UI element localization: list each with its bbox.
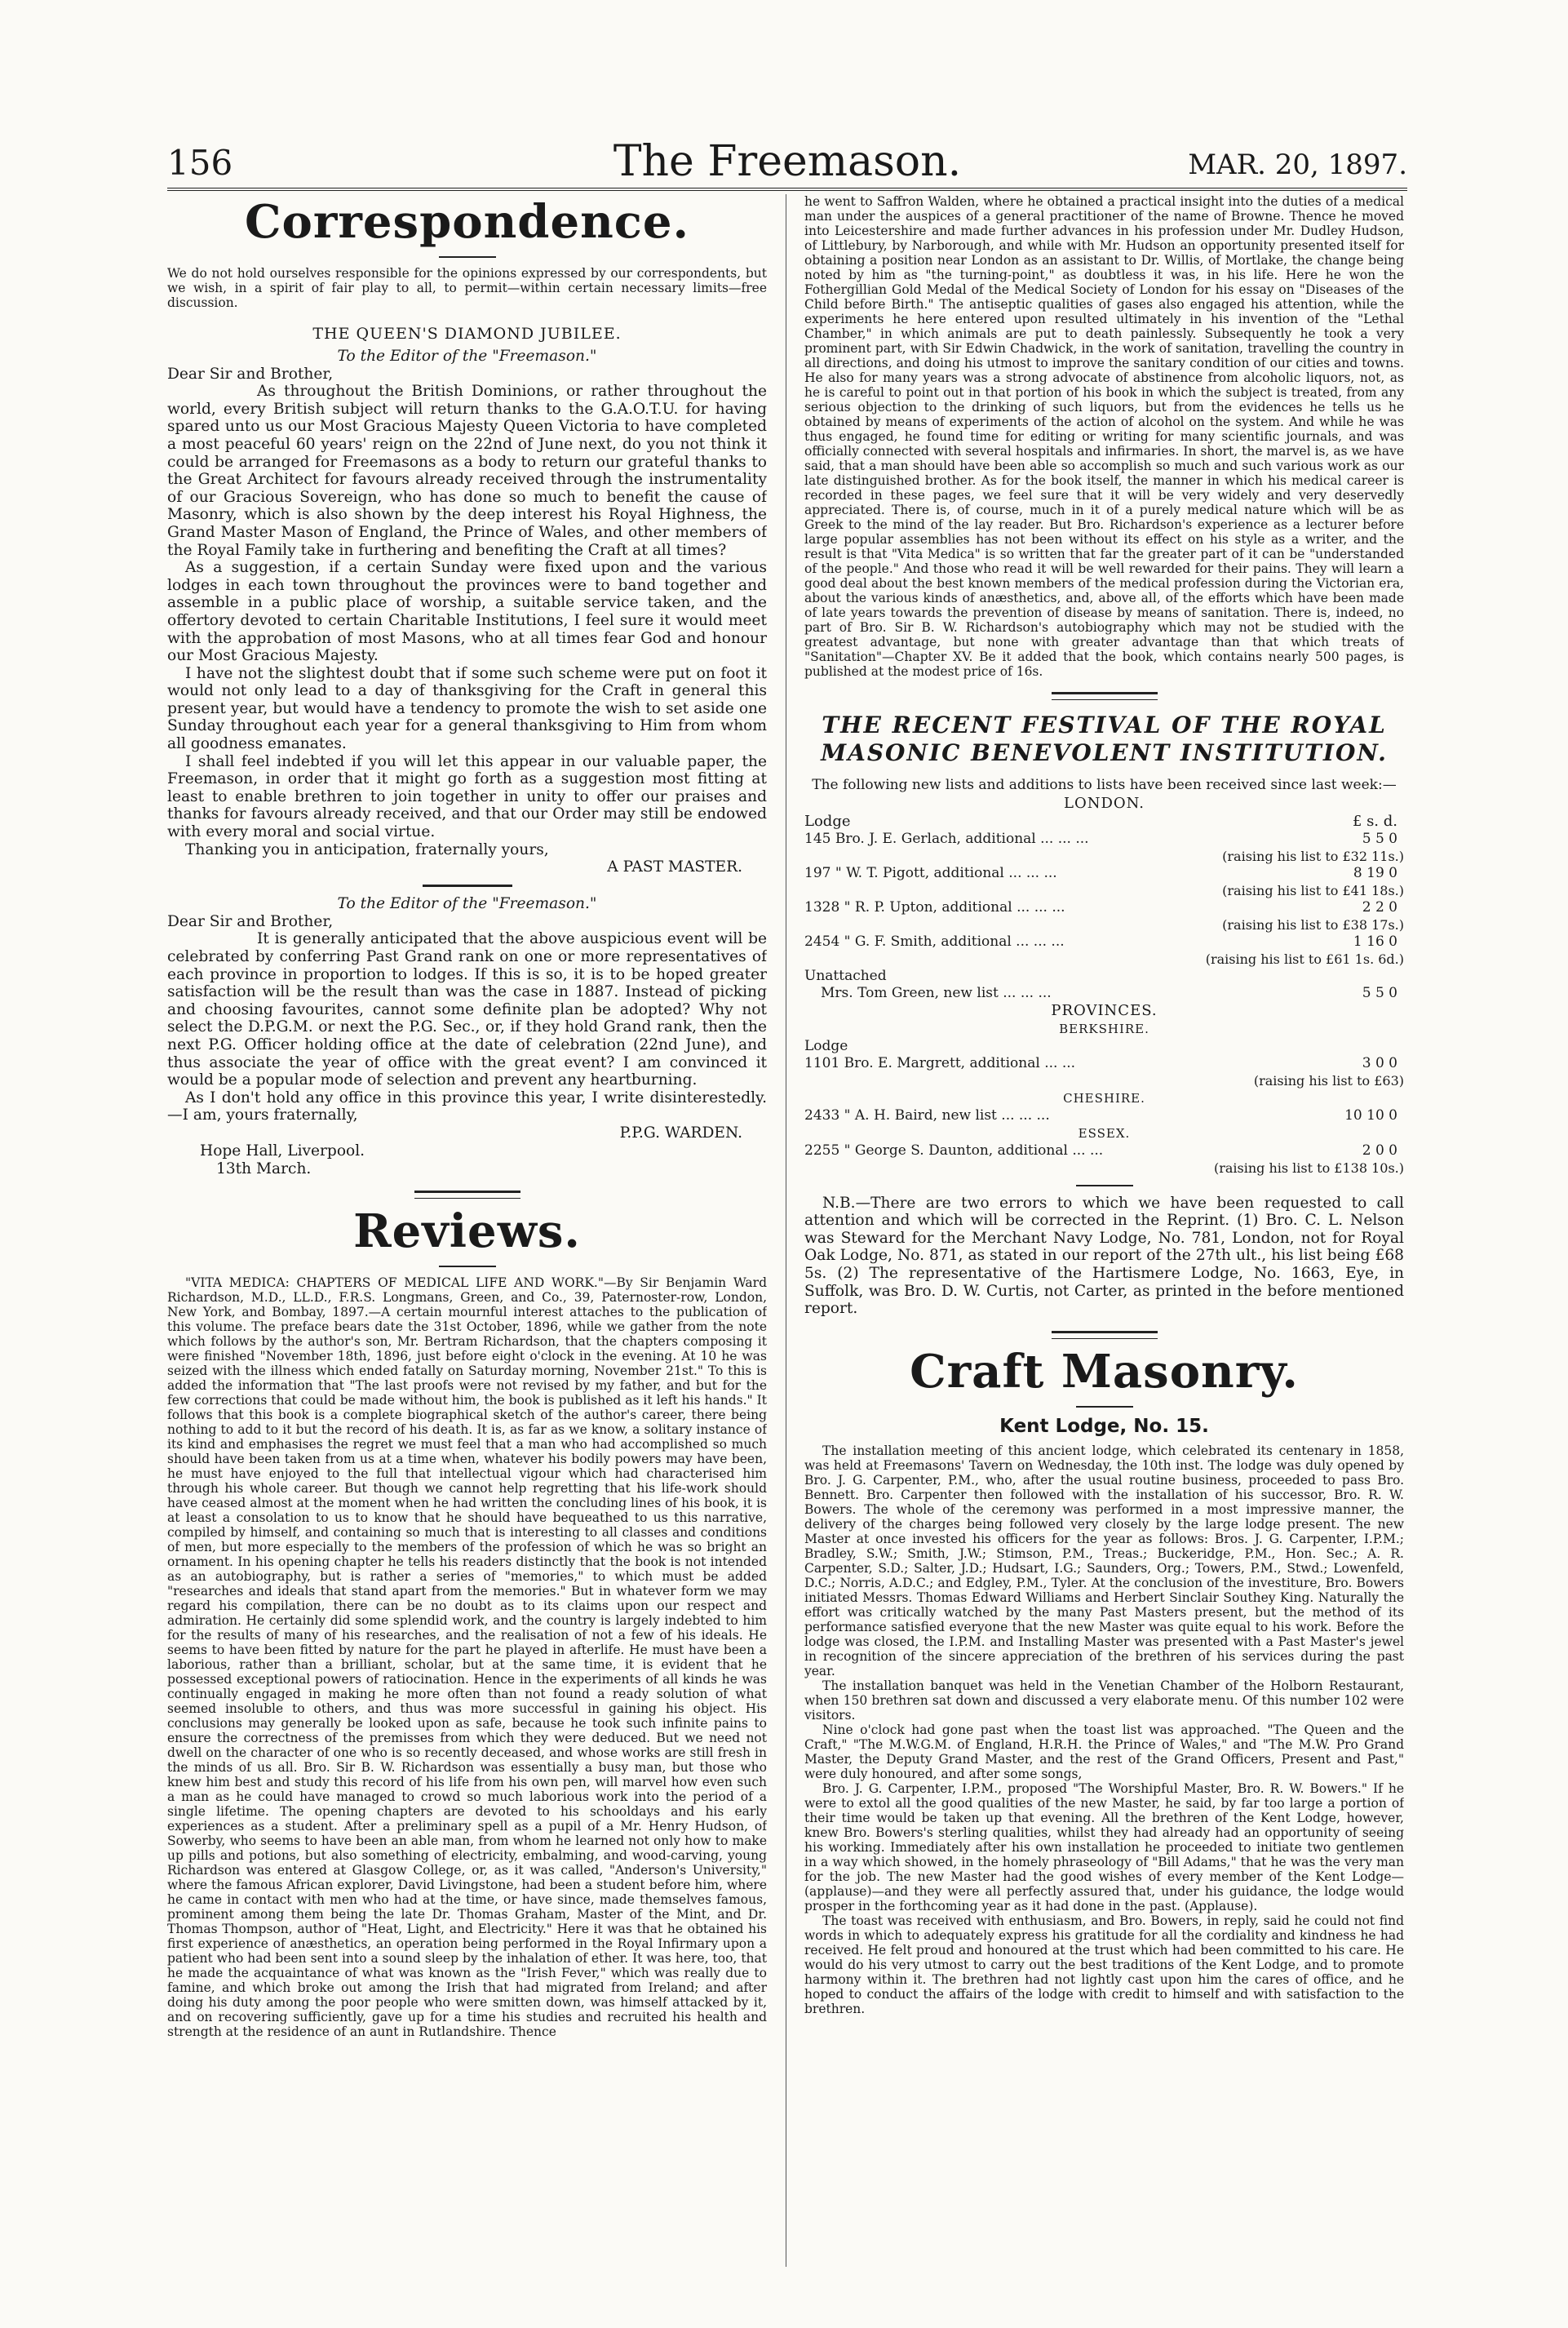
divider (1052, 1331, 1158, 1339)
letter-paragraph: It is generally anticipated that the above auspicious event will be celebrated by conferring Past Grand rank on one or more representatives of each province in proportion to lodges. If this is so, it is to be hoped greater satisfaction will be the result than was the case in 1887. Instead of picking and choosing favourites, cannot some definite plan be adopted? Why not select the D.P.G.M. or next the P.G. Sec., or, if they hold Grand rank, then the next P.G. Officer holding office at the date of celebration (22nd June), and thus associate the year of office with the great event? I am convinced it would be a popular mode of selection and prevent any heartburning. (167, 930, 767, 1089)
list-amount: 8 19 0 (1353, 864, 1397, 881)
list-entry: Mrs. Tom Green, new list ... ... ... (821, 984, 1052, 1001)
list-item (804, 865, 1404, 882)
list-amount: 3 0 0 (1362, 1054, 1397, 1071)
list-note: (raising his list to £63) (1253, 1072, 1404, 1089)
craft-paragraph: The installation meeting of this ancient lodge, which celebrated its centenary in 1858, was held at Freemasons' Tavern on Wednesday, the 10th inst. The lodge was duly opened by Bro. J. G. Carpenter, P.M., who, after the usual routine business, proceeded to pass Bro. Bennett. Bro. Carpenter then followed with the installation of his successor, Bro. R. W. Bowers. The whole of the ceremony was performed in a most impressive manner, the delivery of the charges being followed very closely by the large lodge present. The new Master at once invested his officers for the year as follows: Bros. J. G. Carpenter, I.P.M.; Bradley, S.W.; Smith, J.W.; Stimson, P.M., Treas.; Buckeridge, P.M., Hon. Sec.; A. R. Carpenter, S.D.; Salter, J.D.; Hudsart, I.G.; Saunders, Org.; Towers, P.M., Stwd.; Lowenfeld, D.C.; Norris, A.D.C.; and Edgley, P.M., Tyler. At the conclusion of the investiture, Bro. Bowers initiated Messrs. Thomas Edward Williams and Herbert Sinclair Southey King. Naturally the effort was critically watched by the many Past Masters present, but the method of its performance satisfied everyone that the new Master was quite equal to his work. Before the lodge was closed, the I.P.M. and Installing Master was presented with a Past Master's jewel in recognition of the sincere appreciation of the brethren of his services during the past year. (804, 1443, 1404, 1678)
region-london: LONDON. (1064, 794, 1145, 812)
festival-intro: The following new lists and additions to lists have been received since last week:— (812, 777, 1397, 793)
province-cheshire: CHESHIRE. (1063, 1090, 1145, 1106)
list-item (804, 1142, 1404, 1160)
reviews-heading: Reviews. (353, 1204, 581, 1259)
festival-heading (804, 712, 1404, 767)
divider (423, 885, 512, 887)
review-paragraph: "VITA MEDICA: CHAPTERS OF MEDICAL LIFE AND WORK."—By Sir Benjamin Ward Richardson, M.D., LL.D., F.R.S. Longmans, Green, and Co., 39, Paternoster-row, London, New York, and Bombay, 1897.—A certain mournful interest attaches to the publication of this volume. The preface bears date the 31st October, 1896, while we gather from the note which follows by the author's son, Mr. Bertram Richardson, that the chapters composing it were finished "November 18th, 1896, just before eight o'clock in the evening. At 10 he was seized with the illness which ended fatally on Saturday morning, November 21st." To this is added the information that "The last proofs were not revised by my father, and but for the few corrections that could be made without him, the book is published as it left his hands." It follows that this book is a complete biographical sketch of the author's career, there being nothing to add to it but the record of his death. It is, as far as we know, a solitary instance of its kind and emphasises the regret we must feel that a man who had accomplished so much should have been taken from us at a time when, whatever his bodily powers may have been, he must have enjoyed to the full that intellectual vigour which had characterised him through his whole career. But though we cannot help regretting that his life-work should have ceased almost at the moment when he had written the concluding lines of his book, it is at least a consolation to us to know that he should have bequeathed to us this narrative, compiled by himself, and containing so much that is interesting to all classes and conditions of men, but more especially to the members of the profession of which he was so bright an ornament. In his opening chapter he tells his readers distinctly that the book is not intended as an autobiography, but is rather a series of "memories," to which must be added "researches and ideals that stand apart from the memories." But in whatever form we may regard his compilation, there can be no doubt as to its claims upon our respect and admiration. He certainly did some splendid work, and the country is largely indebted to him for the results of many of his researches, and the realisation of not a few of his ideals. He seems to have been fitted by nature for the part he played in afterlife. He must have been a laborious, rather than a brilliant, scholar, but at the same time, it is evident that he possessed exceptional powers of ratiocination. Hence in the experiments of all kinds he was continually engaged in making he more often than not found a ready solution of what seemed insoluble to others, and thus was more successful in gaining his object. His conclusions may generally be looked upon as safe, because he took such infinite pains to ensure the correctness of the premisses from which they were deduced. But we need not dwell on the character of one who is so recently deceased, and whose works are still fresh in the minds of us all. Bro. Sir B. W. Richardson was essentially a busy man, but those who knew him best and study this record of his life from his own pen, will marvel how even such a man as he could have managed to crowd so much laborious work into the period of a single lifetime. The opening chapters are devoted to his schooldays and his early experiences as a student. After a preliminary spell as a pupil of a Mr. Henry Hudson, of Sowerby, who seems to have been an able man, from whom he learned not only how to make up pills and potions, but also something of electricity, embalming, and wood-carving, young Richardson was entered at Glasgow College, or, as it was called, "Anderson's University," where the famous African explorer, David Livingstone, had been a student before him, where he came in contact with men who had at the time, or have since, made themselves famous, prominent among them being the late Dr. Thomas Graham, Master of the Mint, and Dr. Thomas Thompson, author of "Heat, Light, and Electricity." Here it was that he obtained his first experience of anæsthetics, an operation being performed in the Royal Infirmary upon a patient who had been sent into a sound sleep by the inhalation of ether. It was here, too, that he made the acquaintance of what was known as the "Irish Fever," which was really due to famine, and which broke out among the Irish that had migrated from Ireland; and after doing his duty among the poor people who were smitten down, was himself attacked by it, and on recovering sufficiently, gave up for a time his studies and recruited his health and strength at the residence of an aunt in Rutlandshire. Thence (167, 1275, 767, 2040)
craft-paragraph: The installation banquet was held in the Venetian Chamber of the Holborn Restaurant, when 150 brethren sat down and discussed a very elaborate menu. Of this number 102 were visitors. (804, 1678, 1404, 1723)
list-entry: 2255 " George S. Daunton, additional ... ... (804, 1142, 1104, 1159)
col-money: £ s. d. (1352, 812, 1397, 830)
festival-heading-line: MASONIC BENEVOLENT INSTITUTION. (821, 739, 1388, 766)
craft-paragraph: Nine o'clock had gone past when the toast list was approached. "The Queen and the Craft," "The M.W.G.M. of England, H.R.H. the Prince of Wales," and "The M.W. Pro Grand Master, the Deputy Grand Master, and the rest of the Grand Officers, Present and Past," were duly honoured, and after some songs, (804, 1722, 1404, 1781)
subscription-list (804, 813, 1404, 1177)
list-entry: 2454 " G. F. Smith, additional ... ... ... (804, 933, 1065, 950)
page-header (167, 122, 1407, 191)
list-item (804, 985, 1404, 1002)
list-amount: 5 5 0 (1362, 984, 1397, 1001)
list-item (804, 1055, 1404, 1072)
letter-paragraph: As I don't hold any office in this province this year, I write disinterestedly.—I am, yours fraternally, (167, 1089, 767, 1124)
list-header-lodge (804, 1038, 1404, 1055)
divider (1076, 1406, 1133, 1408)
list-amount: 1 16 0 (1353, 933, 1397, 950)
letter-paragraph: I have not the slightest doubt that if some such scheme were put on foot it would not only lead to a day of thanksgiving for the Craft in general this present year, but would have a tendency to promote the wish to set aside one Sunday throughout each year for a general thanksgiving to Him from whom all goodness emanates. (167, 664, 767, 753)
issue-date: MAR. 20, 1897. (1188, 149, 1407, 181)
craft-paragraph: The toast was received with enthusiasm, and Bro. Bowers, in reply, said he could not find words in which to adequately express his gratitude for all the cordiality and kindness he had received. He felt proud and honoured at the trust which had been committed to his care. He would do his very utmost to carry out the best traditions of the Kent Lodge, and to promote harmony within it. The brethren had not lightly cast upon him the cares of office, and he hoped to conduct the affairs of the lodge with credit to himself and with satisfaction to the brethren. (804, 1913, 1404, 2016)
letter-date: 13th March. (216, 1160, 312, 1177)
list-amount: 10 10 0 (1344, 1106, 1397, 1124)
masthead-title: The Freemason. (613, 137, 962, 186)
list-entry: 197 " W. T. Pigott, additional ... ... ... (804, 864, 1057, 881)
col-lodge: Lodge (804, 812, 851, 830)
letter-signature: A PAST MASTER. (607, 858, 742, 876)
letter-signature: P.P.G. WARDEN. (619, 1124, 742, 1142)
divider (1076, 1185, 1133, 1186)
craft-paragraph: Bro. J. G. Carpenter, I.P.M., proposed "The Worshipful Master, Bro. R. W. Bowers." If he were to extol all the good qualities of the new Master, he said, by far too large a portion of their time would be taken up that evening. All the brethren of the Kent Lodge, however, knew Bro. Bowers's sterling qualities, whilst they had already had an opportunity of seeing his working. Immediately after his own installation he proceeded to initiate two gentlemen in a way which showed, in the homely phraseology of "Bill Adams," that he was the very man for the job. The new Master had the good wishes of every member of the Kent Lodge—(applause)—and they were all perfectly assured that, under his guidance, the lodge would prosper in the forthcoming year as it had done in the past. (Applause). (804, 1780, 1404, 1913)
list-note: (raising his list to £138 10s.) (1213, 1160, 1404, 1176)
list-entry: 2433 " A. H. Baird, new list ... ... ... (804, 1106, 1050, 1124)
region-provinces: PROVINCES. (1051, 1001, 1158, 1019)
correspondence-heading: Correspondence. (244, 195, 690, 249)
unattached-label (804, 968, 1404, 985)
letter-paragraph: As a suggestion, if a certain Sunday were fixed upon and the various lodges in each town throughout the provinces were to band together and assemble in a public place of worship, a suitable service taken, and the offertory devoted to certain Charitable Institutions, I feel sure it would meet with the approbation of most Masons, who at all times fear God and honour our Most Gracious Majesty. (167, 559, 767, 665)
list-item (804, 831, 1404, 848)
craft-masonry-heading: Craft Masonry. (910, 1344, 1299, 1399)
list-item (804, 933, 1404, 951)
letter-title: THE QUEEN'S DIAMOND JUBILEE. (312, 325, 622, 343)
col-lodge: Lodge (804, 1037, 848, 1054)
lodge-title: Kent Lodge, No. 15. (999, 1415, 1209, 1437)
letter-closing: Thanking you in anticipation, fraternally yours, (185, 840, 549, 858)
list-entry: 145 Bro. J. E. Gerlach, additional ... ... ... (804, 830, 1089, 847)
letter-address: Hope Hall, Liverpool. (200, 1142, 365, 1160)
list-amount: 5 5 0 (1362, 830, 1397, 847)
list-note: (raising his list to £38 17s.) (1222, 916, 1404, 933)
list-note: (raising his list to £41 18s.) (1222, 882, 1404, 898)
correspondence-disclaimer: We do not hold ourselves responsible for the opinions expressed by our correspondents, but we wish, in a spirit of fair play to all, to permit—within certain necessary limits—free discussion. (167, 266, 767, 310)
list-amount: 2 0 0 (1362, 1142, 1397, 1159)
divider (414, 1191, 520, 1199)
list-amount: 2 2 0 (1362, 898, 1397, 916)
divider (439, 1266, 496, 1267)
letter-salutation: Dear Sir and Brother, (167, 912, 334, 930)
festival-heading-line: THE RECENT FESTIVAL OF THE ROYAL (822, 712, 1387, 738)
list-note: (raising his list to £61 1s. 6d.) (1205, 951, 1404, 967)
letter-addressee: To the Editor of the "Freemason." (337, 348, 597, 365)
list-item (804, 899, 1404, 916)
list-note: (raising his list to £32 11s.) (1222, 848, 1404, 864)
letter-paragraph: I shall feel indebted if you will let this appear in our valuable paper, the Freemason, in order that it might go forth as a suggestion most fitting at least to enable brethren to join together in unity to offer our praises and thanks for favours already received, and that our Order may still be endowed with every moral and social virtue. (167, 752, 767, 841)
letter-salutation: Dear Sir and Brother, (167, 365, 334, 383)
province-essex: ESSEX. (1078, 1125, 1131, 1141)
festival-note: N.B.—There are two errors to which we have been requested to call attention and which will be corrected in the Reprint. (1) Bro. C. L. Nelson was Steward for the Merchant Navy Lodge, No. 781, London, not for Royal Oak Lodge, No. 871, as stated in our report of the 27th ult., his list being £68 5s. (2) The representative of the Hartismere Lodge, No. 1663, Eye, in Suffolk, was Bro. D. W. Curtis, not Carter, as printed in the before mentioned report. (804, 1194, 1404, 1318)
left-column (167, 194, 767, 2275)
unattached-text: Unattached (804, 967, 887, 984)
list-header (804, 813, 1404, 831)
list-item (804, 1107, 1404, 1124)
list-entry: 1328 " R. P. Upton, additional ... ... ... (804, 898, 1065, 916)
letter-paragraph: As throughout the British Dominions, or rather throughout the world, every British subject will return thanks to the G.A.O.T.U. for having spared unto us our Most Gracious Majesty Queen Victoria to have completed a most peaceful 60 years' reign on the 22nd of June next, do you not think it could be arranged for Freemasons as a body to return our grateful thanks to the Great Architect for favours already received through the instrumentality of our Gracious Sovereign, who has done so much to benefit the cause of Masonry, which is also shown by the deep interest his Royal Highness, the Grand Master Mason of England, the Prince of Wales, and other members of the Royal Family take in furthering and benefiting the Craft at all times? (167, 383, 767, 559)
divider (1052, 692, 1158, 700)
list-entry: 1101 Bro. E. Margrett, additional ... ... (804, 1054, 1076, 1071)
letter-addressee: To the Editor of the "Freemason." (337, 895, 597, 913)
right-column (804, 194, 1404, 2275)
review-continuation: he went to Saffron Walden, where he obtained a practical insight into the duties of a medical man under the auspices of a general practitioner of the name of Browne. Thence he moved into Leicestershire and made further advances in his profession under Mr. Dudley Hudson, of Littlebury, by Narborough, and while with Mr. Hudson an opportunity presented itself for obtaining a position near London as an assistant to Dr. Willis, of Mortlake, the change being noted by him as "the turning-point," as doubtless it was, in his life. Here he won the Fothergillian Gold Medal of the Medical Society of London for his essay on "Diseases of the Child before Birth." The antiseptic qualities of gases also engaged his attention, while the experiments he here entered upon resulted ultimately in his invention of the "Lethal Chamber," in which animals are put to death painlessly. Subsequently he took a very prominent part, with Sir Edwin Chadwick, in the work of sanitation, travelling the country in all directions, and doing his utmost to improve the sanitary condition of our cities and towns. He also for many years was a strong advocate of abstinence from alcoholic liquors, not, as he is careful to point out in that portion of his book in which the subject is treated, from any serious objection to the drinking of such liquors, but from the evidences he tells us he obtained by means of experiments of the action of alcohol on the system. And while he was thus engaged, he found time for editing or writing for many scientific journals, and was officially connected with several hospitals and infirmaries. In short, the marvel is, as we have said, that a man should have been able so accomplish so much and such various work as our late distinguished brother. As for the book itself, the manner in which his medical career is recorded in these pages, we feel sure that it will be very widely and very deservedly appreciated. There is, of course, much in it of a purely medical nature which will be as Greek to the mind of the lay reader. But Bro. Richardson's experience as a lecturer before large popular assemblies has not been without its effect on his style as a writer, and the result is that "Vita Medica" is so written that far the greater part of it can be "understanded of the people." And those who read it will be well rewarded for their pains. They will learn a good deal about the best known members of the medical profession during the Victorian era, about the various kinds of anæsthetics, and, above all, of the efforts which have been made of late years towards the prevention of disease by means of sanitation. There is, indeed, no part of Bro. Sir B. W. Richardson's autobiography which may not be studied with the greatest advantage, but none with greater advantage than that which treats of "Sanitation"—Chapter XV. Be it added that the book, which contains nearly 500 pages, is published at the modest price of 16s. (804, 194, 1404, 679)
province-berkshire: BERKSHIRE. (1059, 1021, 1149, 1036)
page-number: 156 (167, 143, 233, 183)
divider (439, 256, 496, 258)
